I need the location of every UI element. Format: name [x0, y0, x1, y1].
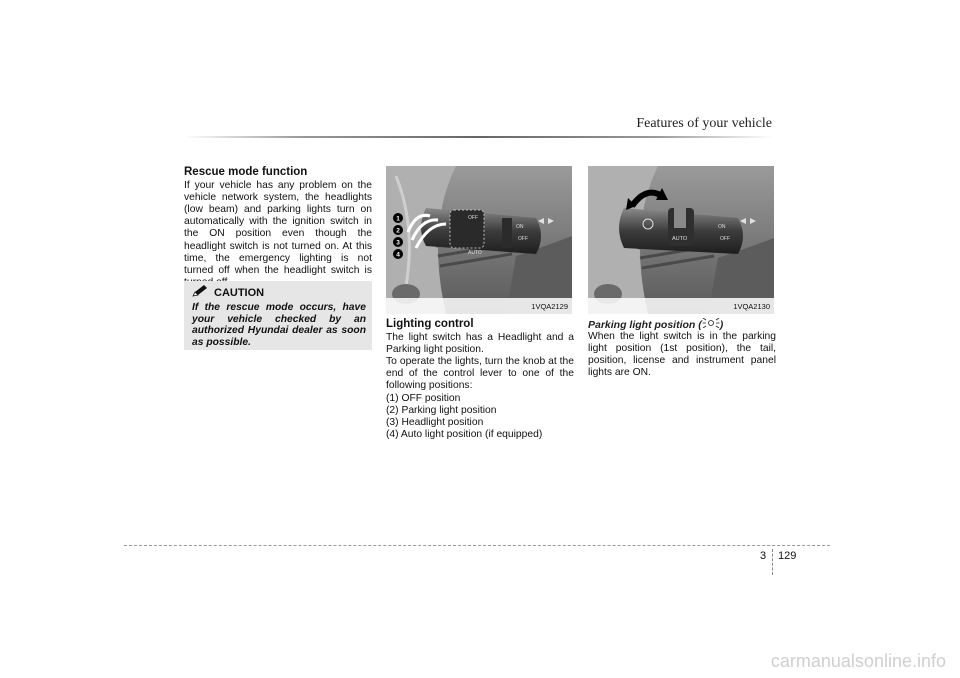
position-item: (1) OFF position: [386, 392, 461, 404]
lighting-control-section: [386, 318, 574, 441]
position-item: (2) Parking light position: [386, 404, 497, 416]
switch2-label-auto: AUTO: [672, 236, 688, 242]
caution-title: CAUTION: [214, 286, 265, 299]
switch-label-off: OFF: [468, 215, 478, 221]
switch-label-auto: AUTO: [468, 250, 482, 256]
rescue-heading: Rescue mode function: [184, 166, 308, 178]
caution-pencil-icon: [192, 285, 208, 300]
footer-rule: [124, 545, 830, 546]
parking-heading-suffix: ): [719, 319, 724, 331]
switch2-label-on: ON: [718, 224, 726, 230]
caution-text: If the rescue mode occurs, have your vehicle checked by an authorized Hyundai dealer as soon as possible.: [192, 302, 366, 348]
switch2-label-off: OFF: [720, 236, 730, 242]
callout-2: 2: [396, 227, 400, 235]
rescue-body: If your vehicle has any problem on the vehicle network system, the headlights (low beam) and parking lights turn on automatically with the ignition switch in the ON position even though the headlight switch is not turned on. At this time, the emergency lighting is not turned off when the headlight switch is: [184, 180, 372, 276]
chapter-number: 3: [760, 550, 767, 562]
callout-3: 3: [396, 239, 400, 247]
page-header-title: Features of your vehicle: [636, 116, 772, 131]
callout-1: 1: [396, 215, 400, 223]
page-number-separator: [772, 549, 773, 575]
parking-light-icon: [702, 319, 720, 331]
lighting-intro-2: To operate the lights, turn the knob at the end of the control lever to one of the following positions:: [386, 356, 574, 392]
callout-4: 4: [396, 251, 400, 259]
rescue-section: [184, 166, 372, 289]
parking-light-section: [588, 318, 776, 379]
lighting-intro-1: The light switch has a Headlight and a Parking light position.: [386, 332, 574, 356]
watermark: carmanualsonline.info: [770, 651, 946, 671]
lighting-switch-illustration: [386, 166, 572, 314]
page-number: 129: [778, 550, 797, 562]
parking-heading: [588, 318, 776, 331]
figure2-code: 1VQA2130: [733, 302, 770, 311]
lighting-positions-list: [386, 393, 574, 441]
parking-body: When the light switch is in the parking light position (1st position), the tail, position, license and instrument panel lights are ON.: [588, 331, 776, 379]
switch-label-on: ON: [516, 224, 524, 230]
header-rule: [184, 136, 774, 138]
lighting-switch-figure: [386, 166, 572, 314]
parking-heading-prefix: Parking light position (: [588, 319, 702, 331]
position-item: (3) Headlight position: [386, 416, 484, 428]
position-item: (4) Auto light position (if equipped): [386, 428, 543, 440]
parking-switch-illustration: [588, 166, 774, 314]
parking-light-figure: [588, 166, 774, 314]
caution-box: [184, 281, 372, 350]
switch-label-off-2: OFF: [518, 236, 528, 242]
lighting-heading: Lighting control: [386, 318, 474, 330]
figure1-code: 1VQA2129: [531, 302, 568, 311]
